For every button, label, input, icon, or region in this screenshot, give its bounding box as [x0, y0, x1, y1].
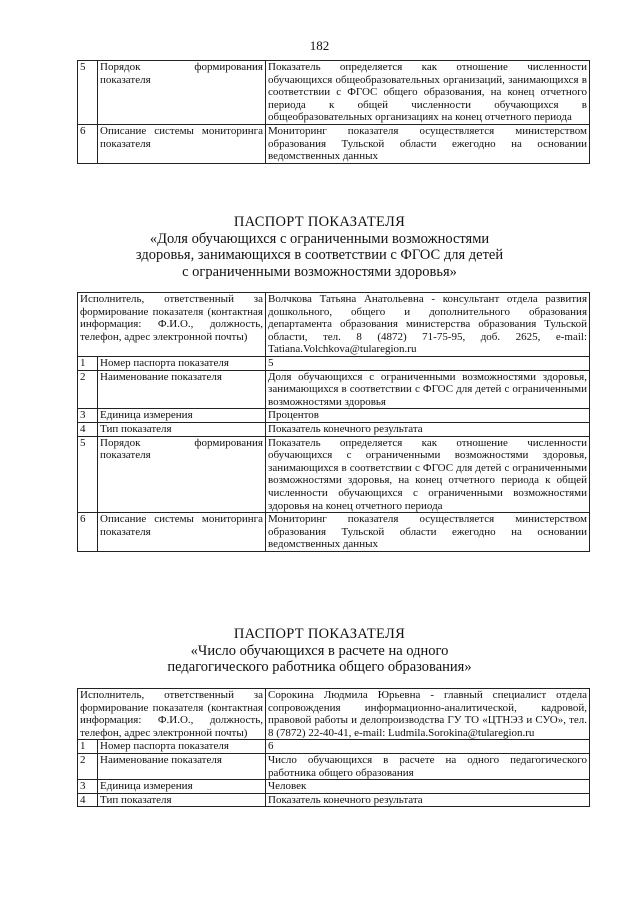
- row-number: 2: [78, 370, 98, 409]
- row-number: 6: [78, 124, 98, 163]
- top-passport-table: [77, 60, 590, 164]
- passport-heading: [0, 214, 639, 280]
- row-label: Описание системы мониторинга показателя: [98, 124, 266, 163]
- passport-table: [77, 292, 590, 552]
- row-label: Единица измерения: [98, 409, 266, 423]
- row-number: 4: [78, 793, 98, 807]
- row-label: Порядок формирования показателя: [98, 436, 266, 513]
- table-row: [78, 513, 590, 552]
- row-label: Единица измерения: [98, 780, 266, 794]
- row-value: Число обучающихся в расчете на одного педагогического работника общего образования: [266, 753, 590, 779]
- table-row: [78, 356, 590, 370]
- passport-title: ПАСПОРТ ПОКАЗАТЕЛЯ: [233, 626, 406, 642]
- table-row: [78, 793, 590, 807]
- passport-title: ПАСПОРТ ПОКАЗАТЕЛЯ: [233, 214, 406, 230]
- row-value: Мониторинг показателя осуществляется министерством образования Тульской области ежегодно на основании ведомственных данных: [266, 513, 590, 552]
- executor-value: Сорокина Людмила Юрьевна - главный специалист отдела сопровождения информационно-аналитической, кадровой, правовой работы и делопроизводства ГУ ТО «ЦТНЭЗ и СУО», тел. 8 (7872) 22-40-41, e-mail: Ludmila.Sorokina@tularegion.ru: [266, 689, 590, 740]
- executor-value: Волчкова Татьяна Анатольевна - консультант отдела развития дошкольного, общего и дополнительного образования департамента образования министерства образования Тульской области, тел. 8 (4872) 71-75-95, доб. 2625, e-mail: Tatiana.Volchkova@tularegion.ru: [266, 293, 590, 357]
- row-value: 6: [266, 740, 590, 754]
- row-label: Тип показателя: [98, 793, 266, 807]
- row-number: 4: [78, 422, 98, 436]
- row-number: 6: [78, 513, 98, 552]
- row-label: Номер паспорта показателя: [98, 740, 266, 754]
- row-label: Наименование показателя: [98, 370, 266, 409]
- row-value: 5: [266, 356, 590, 370]
- row-label: Наименование показателя: [98, 753, 266, 779]
- table-row: [78, 370, 590, 409]
- row-number: 3: [78, 780, 98, 794]
- passport-heading: [0, 626, 639, 676]
- row-number: 1: [78, 356, 98, 370]
- table-row: [78, 780, 590, 794]
- executor-label: Исполнитель, ответственный за формирование показателя (контактная информация: Ф.И.О., должность, телефон, адрес электронной почты): [78, 689, 266, 740]
- indicator-name-line: педагогического работника общего образования»: [167, 659, 472, 675]
- row-value: Показатель конечного результата: [266, 422, 590, 436]
- table-row: [78, 422, 590, 436]
- row-value: Доля обучающихся с ограниченными возможностями здоровья, занимающихся в соответствии с ФГОС для детей с ограниченными возможностями здоровья: [266, 370, 590, 409]
- row-label: Тип показателя: [98, 422, 266, 436]
- indicator-name-line: «Доля обучающихся с ограниченными возможностями: [149, 230, 490, 247]
- row-number: 5: [78, 61, 98, 125]
- indicator-name-line: с ограниченными возможностями здоровья»: [182, 263, 457, 280]
- table-row: [78, 61, 590, 125]
- table-row: [78, 436, 590, 513]
- table-row: [78, 293, 590, 357]
- row-number: 5: [78, 436, 98, 513]
- executor-label: Исполнитель, ответственный за формирование показателя (контактная информация: Ф.И.О., должность, телефон, адрес электронной почты): [78, 293, 266, 357]
- row-label: Номер паспорта показателя: [98, 356, 266, 370]
- row-label: Описание системы мониторинга показателя: [98, 513, 266, 552]
- row-value: Человек: [266, 780, 590, 794]
- row-value: Показатель определяется как отношение численности обучающихся с ограниченными возможностями здоровья, занимающихся в соответствии с ФГОС для детей с ограниченными возможностями здоровья, на конец отчетного периода к общей численности обучающихся с ограниченными возможностями здоровья на конец отчетного периода: [266, 436, 590, 513]
- row-label: Порядок формирования показателя: [98, 61, 266, 125]
- passport-table: [77, 688, 590, 807]
- table-row: [78, 740, 590, 754]
- row-value: Мониторинг показателя осуществляется министерством образования Тульской области ежегодно на основании ведомственных данных: [266, 124, 590, 163]
- table-row: [78, 409, 590, 423]
- table-row: [78, 689, 590, 740]
- row-value: Процентов: [266, 409, 590, 423]
- row-number: 3: [78, 409, 98, 423]
- indicator-name-line: «Число обучающихся в расчете на одного: [190, 642, 449, 659]
- row-number: 2: [78, 753, 98, 779]
- table-row: [78, 124, 590, 163]
- page-number: 182: [309, 38, 330, 53]
- row-value: Показатель определяется как отношение численности обучающихся общеобразовательных организаций, занимающихся в соответствии с ФГОС общего образования, на конец отчетного периода к общей численности обучающихся в общеобразовательных организациях на конец отчетного периода: [266, 61, 590, 125]
- table-row: [78, 753, 590, 779]
- indicator-name-line: здоровья, занимающихся в соответствии с ФГОС для детей: [135, 247, 504, 263]
- row-value: Показатель конечного результата: [266, 793, 590, 807]
- row-number: 1: [78, 740, 98, 754]
